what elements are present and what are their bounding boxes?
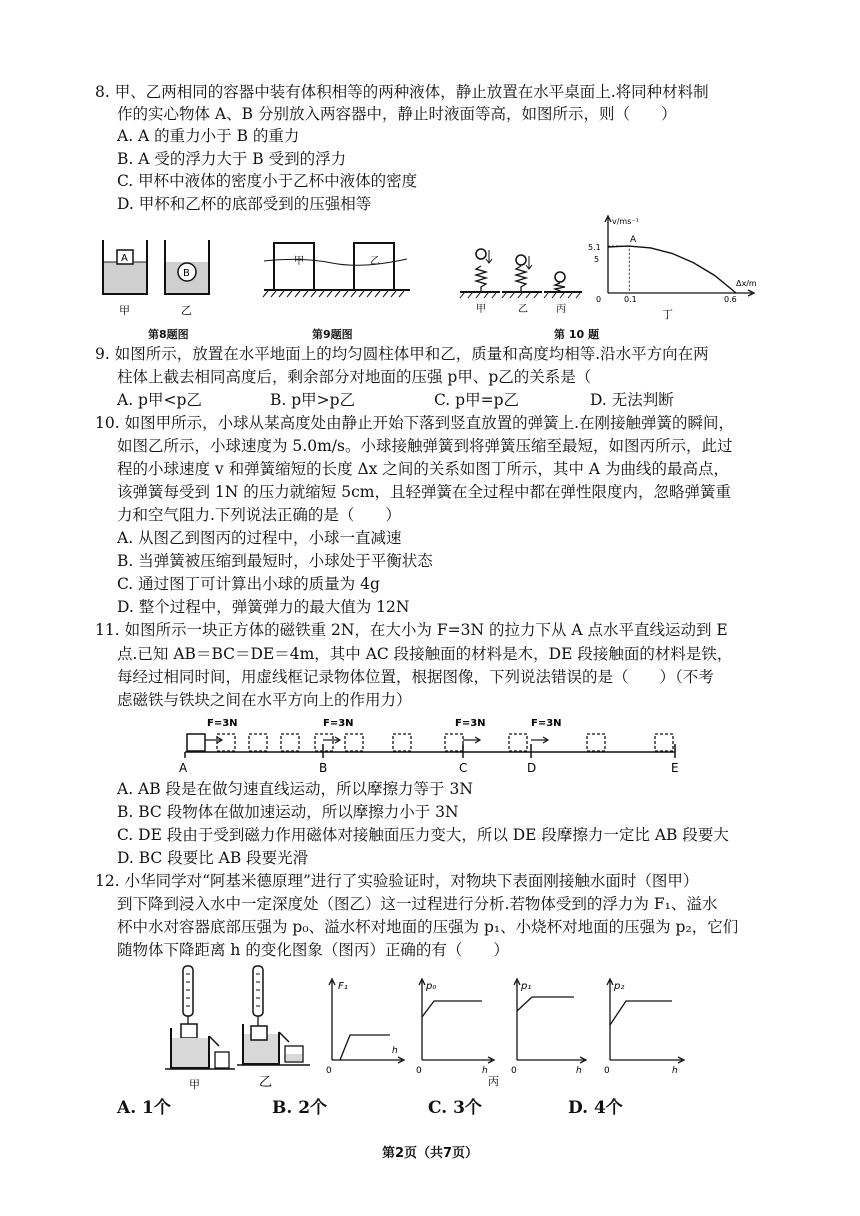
fig8-label-a: A <box>121 253 128 264</box>
q10-stem-line-2: 如图乙所示，小球速度为 5.0m/s。小球接触弹簧到将弹簧压缩至最短，如图丙所示，此过 <box>117 437 733 455</box>
beaker-jia <box>103 240 147 294</box>
graph-p1-ylabel: p₁ <box>521 981 532 992</box>
graph-tick-x-0: 0 <box>596 295 602 304</box>
graph-p0-xlabel: h <box>482 1066 488 1076</box>
figure-8 <box>95 232 220 332</box>
q11-option-a: A. AB 段是在做匀速直线运动，所以摩擦力等于 3N <box>117 780 473 798</box>
q8-stem-line-2: 作的实心物体 A、B 分别放入两容器中，静止时液面等高，如图所示，则（ ） <box>117 105 677 123</box>
graph-p0 <box>416 979 494 1076</box>
figure-10-graph <box>586 212 766 324</box>
graph-f1-xlabel: h <box>392 1046 398 1056</box>
beaker-yi <box>165 240 209 294</box>
apparatus-jia <box>165 966 235 1069</box>
q11-stem-line-4: 虑磁铁与铁块之间在水平方向上的作用力） <box>117 691 412 709</box>
apparatus-yi <box>237 966 310 1065</box>
fig8-label-jia: 甲 <box>119 304 130 317</box>
graph-f1-ylabel: F₁ <box>338 981 348 992</box>
magnet-block <box>187 734 205 751</box>
fig10-label-ding: 丁 <box>662 308 673 321</box>
series-v-point <box>671 253 672 254</box>
force-label-3: F=3N <box>455 718 486 729</box>
peak-guide-lines <box>608 246 629 293</box>
graph-p2 <box>604 979 684 1076</box>
graph-p1-xlabel: h <box>576 1066 582 1076</box>
graph-p1-origin: 0 <box>511 1066 517 1076</box>
graph-xlabel: Δx/m <box>736 279 757 288</box>
graph-p2-curve <box>610 1001 672 1025</box>
q10-option-c: C. 通过图丁可计算出小球的质量为 4g <box>117 575 380 593</box>
q11-option-c: C. DE 段由于受到磁力作用磁体对接触面压力变大，所以 DE 段摩擦力一定比 AB 段要大 <box>117 826 729 844</box>
graph-p0-curve <box>422 1001 482 1017</box>
graph-f1 <box>326 979 404 1076</box>
point-label-e: E <box>671 761 679 775</box>
force-label-4: F=3N <box>531 718 562 729</box>
q8-option-c: C. 甲杯中液体的密度小于乙杯中液体的密度 <box>117 172 418 190</box>
point-label-b: B <box>319 761 328 775</box>
page-footer: 第2页（共7页） <box>381 1146 479 1161</box>
q11-stem-line-1: 11. 如图所示一块正方体的磁铁重 2N，在大小为 F=3N 的拉力下从 A 点水平直线运动到 E <box>95 621 728 639</box>
q10-option-a: A. 从图乙到图丙的过程中，小球一直减速 <box>117 529 402 547</box>
figure-12-apparatus <box>165 962 315 1092</box>
fig8-label-yi: 乙 <box>181 304 192 317</box>
q11-option-d: D. BC 段要比 AB 段要光滑 <box>117 849 309 867</box>
graph-ylabel: v/ms⁻¹ <box>612 217 639 226</box>
fig12-label-yi: 乙 <box>259 1075 273 1090</box>
q10-option-b: B. 当弹簧被压缩到最短时，小球处于平衡状态 <box>117 552 433 570</box>
q10-stem-line-1: 10. 如图甲所示，小球从某高度处由静止开始下落到竖直放置的弹簧上.在刚接触弹簧的瞬间， <box>95 414 735 432</box>
q12-option-d: D. 4个 <box>568 1098 623 1118</box>
series-v-point <box>735 292 736 293</box>
series-v-point <box>714 275 715 276</box>
graph-point-a-label: A <box>630 235 637 245</box>
q8-option-d: D. 甲杯和乙杯的底部受到的压强相等 <box>117 195 372 213</box>
q10-stem-line-3: 程的小球速度 v 和弹簧缩短的长度 Δx 之间的关系如图丁所示，其中 A 为曲线的最高点， <box>117 460 729 478</box>
figure-10-springs <box>456 248 586 320</box>
fig10-label-jia: 甲 <box>476 304 486 315</box>
q10-option-d: D. 整个过程中，弹簧弹力的最大值为 12N <box>117 598 410 616</box>
q11-stem-line-3: 每经过相同时间，用虚线框记录物体位置，根据图像，下列说法错误的是（ ）（不考 <box>117 668 714 686</box>
graph-p2-xlabel: h <box>672 1066 678 1076</box>
q12-stem-line-1: 12. 小华同学对“阿基米德原理”进行了实验验证时，对物块下表面刚接触水面时（图甲） <box>95 872 699 890</box>
q12-stem-line-4: 随物体下降距离 h 的变化图象（图丙）正确的有（ ） <box>117 941 509 959</box>
graph-p2-ylabel: p₂ <box>614 981 625 992</box>
fig9-caption: 第9题图 <box>312 328 353 341</box>
fig8-caption: 第8题图 <box>148 328 189 341</box>
q9-option-a: A. p甲<p乙 <box>117 391 202 409</box>
q12-stem-line-2: 到下降到浸入水中一定深度处（图乙）这一过程进行分析.若物体受到的浮力为 F₁、溢水 <box>117 895 718 913</box>
q9-option-c: C. p甲=p乙 <box>434 391 519 409</box>
graph-tick-x-0.6: 0.6 <box>724 295 737 304</box>
q8-stem-line-1: 8. 甲、乙两相同的容器中装有体积相等的两种液体，静止放置在水平桌面上.将同种材料制 <box>95 83 709 101</box>
series-v-point <box>607 246 608 247</box>
force-arrows <box>205 737 548 743</box>
graph-p2-origin: 0 <box>604 1066 610 1076</box>
q9-option-b: B. p甲>p乙 <box>270 391 356 409</box>
graph-tick-x-0.1: 0.1 <box>624 295 637 304</box>
graph-f1-curve <box>340 1035 390 1060</box>
figure-9 <box>262 237 412 302</box>
q9-stem-line-1: 9. 如图所示，放置在水平地面上的均匀圆柱体甲和乙，质量和高度均相等.沿水平方向在两 <box>95 345 709 363</box>
point-label-d: D <box>527 761 537 775</box>
series-v-point <box>650 247 651 248</box>
series-v-point <box>618 246 619 247</box>
q12-stem-line-3: 杯中水对容器底部压强为 p₀、溢水杯对地面的压强为 p₁、小烧杯对地面的压强为 p₂，它们 <box>117 918 739 936</box>
fig10-caption: 第 10 题 <box>554 328 599 341</box>
q11-stem-line-2: 点.已知 AB＝BC＝DE＝4m，其中 AC 段接触面的材料是木，DE 段接触面的材料是铁， <box>117 645 733 663</box>
series-v-point <box>693 262 694 263</box>
graph-p0-origin: 0 <box>416 1066 422 1076</box>
point-label-a: A <box>179 761 188 775</box>
q9-option-d: D. 无法判断 <box>590 391 674 409</box>
setup-jia <box>460 249 500 292</box>
graph-p1 <box>511 979 586 1076</box>
force-label-1: F=3N <box>207 718 238 729</box>
fig12-label-jia: 甲 <box>189 1078 200 1091</box>
q9-stem-line-2: 柱体上截去相同高度后，剩余部分对地面的压强 p甲、p乙的关系是（ <box>117 368 592 386</box>
fig9-label-yi: 乙 <box>370 256 380 267</box>
graph-f1-origin: 0 <box>326 1066 332 1076</box>
fig9-label-jia: 甲 <box>294 256 304 267</box>
graph-tick-y-5.1: 5.1 <box>588 243 601 252</box>
graph-p0-ylabel: p₀ <box>426 981 437 992</box>
series-v-point <box>629 246 630 247</box>
q12-option-c: C. 3个 <box>428 1098 482 1118</box>
setup-yi <box>502 255 542 292</box>
graph-p1-curve <box>517 997 574 1011</box>
q10-stem-line-4: 该弹簧每受到 1N 的压力就缩短 5cm，且轻弹簧在全过程中都在弹性限度内，忽略弹簧重 <box>117 483 731 501</box>
force-label-2: F=3N <box>323 718 354 729</box>
fig10-label-yi: 乙 <box>518 304 528 315</box>
q8-option-a: A. A 的重力小于 B 的重力 <box>117 127 300 145</box>
fig12-label-bing: 丙 <box>488 1075 499 1087</box>
q12-option-b: B. 2个 <box>272 1098 328 1118</box>
fig10-label-bing: 丙 <box>556 304 566 315</box>
figure-12-graphs <box>322 975 702 1087</box>
q10-stem-line-5: 力和空气阻力.下列说法正确的是（ ） <box>117 506 401 524</box>
figure-11 <box>175 710 685 776</box>
q12-option-a: A. 1个 <box>117 1098 171 1118</box>
fig8-label-b: B <box>183 268 190 279</box>
graph-tick-y-5: 5 <box>594 255 600 264</box>
setup-bing <box>544 272 582 292</box>
point-label-c: C <box>459 761 468 775</box>
q8-option-b: B. A 受的浮力大于 B 受到的浮力 <box>117 150 347 168</box>
q11-option-b: B. BC 段物体在做加速运动，所以摩擦力小于 3N <box>117 803 459 821</box>
